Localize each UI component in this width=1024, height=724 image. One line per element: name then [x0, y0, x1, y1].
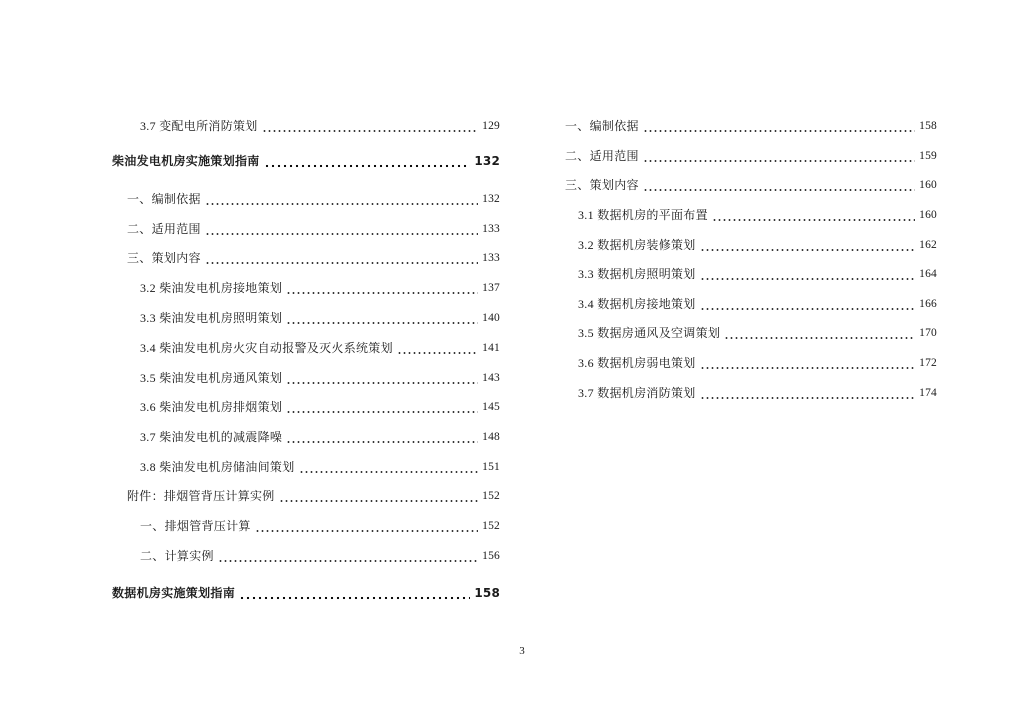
toc-page-number: 141: [482, 342, 500, 354]
dot-leader: [643, 118, 915, 134]
toc-page-number: 158: [474, 586, 500, 600]
dot-leader: [700, 296, 916, 312]
toc-entry: [565, 177, 937, 193]
toc-entry-title: 3.2 数据机房装修策划: [578, 238, 696, 252]
toc-entry-title: 二、适用范围: [127, 222, 201, 236]
dot-leader: [700, 237, 916, 253]
toc-entry-title: 一、排烟管背压计算: [140, 519, 251, 533]
toc-entry-title: 二、计算实例: [140, 549, 214, 563]
toc-page-number: 152: [482, 490, 500, 502]
dot-leader: [279, 488, 479, 504]
toc-entry: [140, 370, 500, 386]
dot-leader: [286, 310, 478, 326]
toc-entry: [578, 325, 937, 341]
dot-leader: [239, 585, 470, 601]
toc-entry-title: 3.7 柴油发电机的减震降噪: [140, 430, 283, 444]
toc-page-number: 170: [919, 327, 937, 339]
toc-page-number: 159: [919, 150, 937, 162]
toc-page-number: 133: [482, 223, 500, 235]
toc-entry: [140, 310, 500, 326]
dot-leader: [643, 148, 915, 164]
toc-page-number: 132: [474, 154, 500, 168]
toc-entry-title: 3.3 柴油发电机房照明策划: [140, 311, 283, 325]
dot-leader: [286, 370, 478, 386]
toc-entry-title: 3.5 柴油发电机房通风策划: [140, 371, 283, 385]
toc-page-number: 143: [482, 372, 500, 384]
toc-entry: [578, 385, 937, 401]
toc-entry: [140, 340, 500, 356]
toc-entry: [140, 118, 500, 134]
toc-entry-title: 一、编制依据: [127, 192, 201, 206]
toc-entry: [578, 237, 937, 253]
toc-entry-title: 附件：排烟管背压计算实例: [127, 489, 275, 503]
toc-entry-title: 3.4 柴油发电机房火灾自动报警及灭火系统策划: [140, 341, 393, 355]
toc-entry: [140, 518, 500, 534]
toc-page-number: 152: [482, 520, 500, 532]
toc-page-number: 133: [482, 252, 500, 264]
toc-entry: [140, 399, 500, 415]
dot-leader: [264, 153, 471, 169]
dot-leader: [700, 355, 916, 371]
toc-heading-title: 数据机房实施策划指南: [112, 586, 236, 600]
toc-page-number: 145: [482, 401, 500, 413]
toc-entry-title: 3.4 数据机房接地策划: [578, 297, 696, 311]
toc-entry-title: 3.7 变配电所消防策划: [140, 119, 258, 133]
toc-entry-title: 3.7 数据机房消防策划: [578, 386, 696, 400]
toc-page-number: 166: [919, 298, 937, 310]
dot-leader: [205, 250, 478, 266]
toc-page-number: 132: [482, 193, 500, 205]
toc-entry: [127, 191, 500, 207]
toc-entry: [127, 250, 500, 266]
dot-leader: [712, 207, 915, 223]
toc-page-number: 160: [919, 179, 937, 191]
toc-entry-title: 3.6 数据机房弱电策划: [578, 356, 696, 370]
toc-page-number: 164: [919, 268, 937, 280]
toc-page-number: 148: [482, 431, 500, 443]
toc-entry: [578, 207, 937, 223]
toc-entry-title: 3.5 数据房通风及空调策划: [578, 326, 721, 340]
toc-entry-title: 三、策划内容: [565, 178, 639, 192]
dot-leader: [700, 385, 916, 401]
toc-entry: [565, 148, 937, 164]
toc-page-number: 174: [919, 387, 937, 399]
dot-leader: [205, 191, 478, 207]
toc-entry: [127, 488, 500, 504]
dot-leader: [255, 518, 478, 534]
toc-section-heading: [112, 153, 500, 169]
toc-entry-title: 3.3 数据机房照明策划: [578, 267, 696, 281]
toc-entry-title: 3.2 柴油发电机房接地策划: [140, 281, 283, 295]
toc-page-number: 137: [482, 282, 500, 294]
dot-leader: [299, 459, 479, 475]
toc-entry-title: 3.1 数据机房的平面布置: [578, 208, 708, 222]
toc-page-number: 160: [919, 209, 937, 221]
toc-entry: [578, 355, 937, 371]
toc-page-number: 162: [919, 239, 937, 251]
toc-entry: [140, 280, 500, 296]
toc-page-number: 151: [482, 461, 500, 473]
toc-entry-title: 3.8 柴油发电机房储油间策划: [140, 460, 295, 474]
toc-entry-title: 3.6 柴油发电机房排烟策划: [140, 400, 283, 414]
toc-entry: [127, 221, 500, 237]
toc-page-number: 172: [919, 357, 937, 369]
dot-leader: [397, 340, 478, 356]
toc-section-heading: [112, 585, 500, 601]
toc-entry-title: 一、编制依据: [565, 119, 639, 133]
toc-page-number: 158: [919, 120, 937, 132]
toc-page-number: 156: [482, 550, 500, 562]
dot-leader: [643, 177, 915, 193]
toc-heading-title: 柴油发电机房实施策划指南: [112, 154, 260, 168]
dot-leader: [218, 548, 478, 564]
toc-entry: [140, 429, 500, 445]
dot-leader: [286, 399, 478, 415]
dot-leader: [262, 118, 479, 134]
toc-entry: [140, 548, 500, 564]
dot-leader: [205, 221, 478, 237]
dot-leader: [286, 429, 478, 445]
dot-leader: [724, 325, 915, 341]
toc-entry-title: 三、策划内容: [127, 251, 201, 265]
toc-entry: [578, 266, 937, 282]
toc-entry: [565, 118, 937, 134]
toc-entry: [140, 459, 500, 475]
toc-entry: [578, 296, 937, 312]
toc-page-number: 140: [482, 312, 500, 324]
page-number: 3: [519, 645, 525, 657]
toc-entry-title: 二、适用范围: [565, 149, 639, 163]
toc-page-number: 129: [482, 120, 500, 132]
dot-leader: [286, 280, 478, 296]
dot-leader: [700, 266, 916, 282]
